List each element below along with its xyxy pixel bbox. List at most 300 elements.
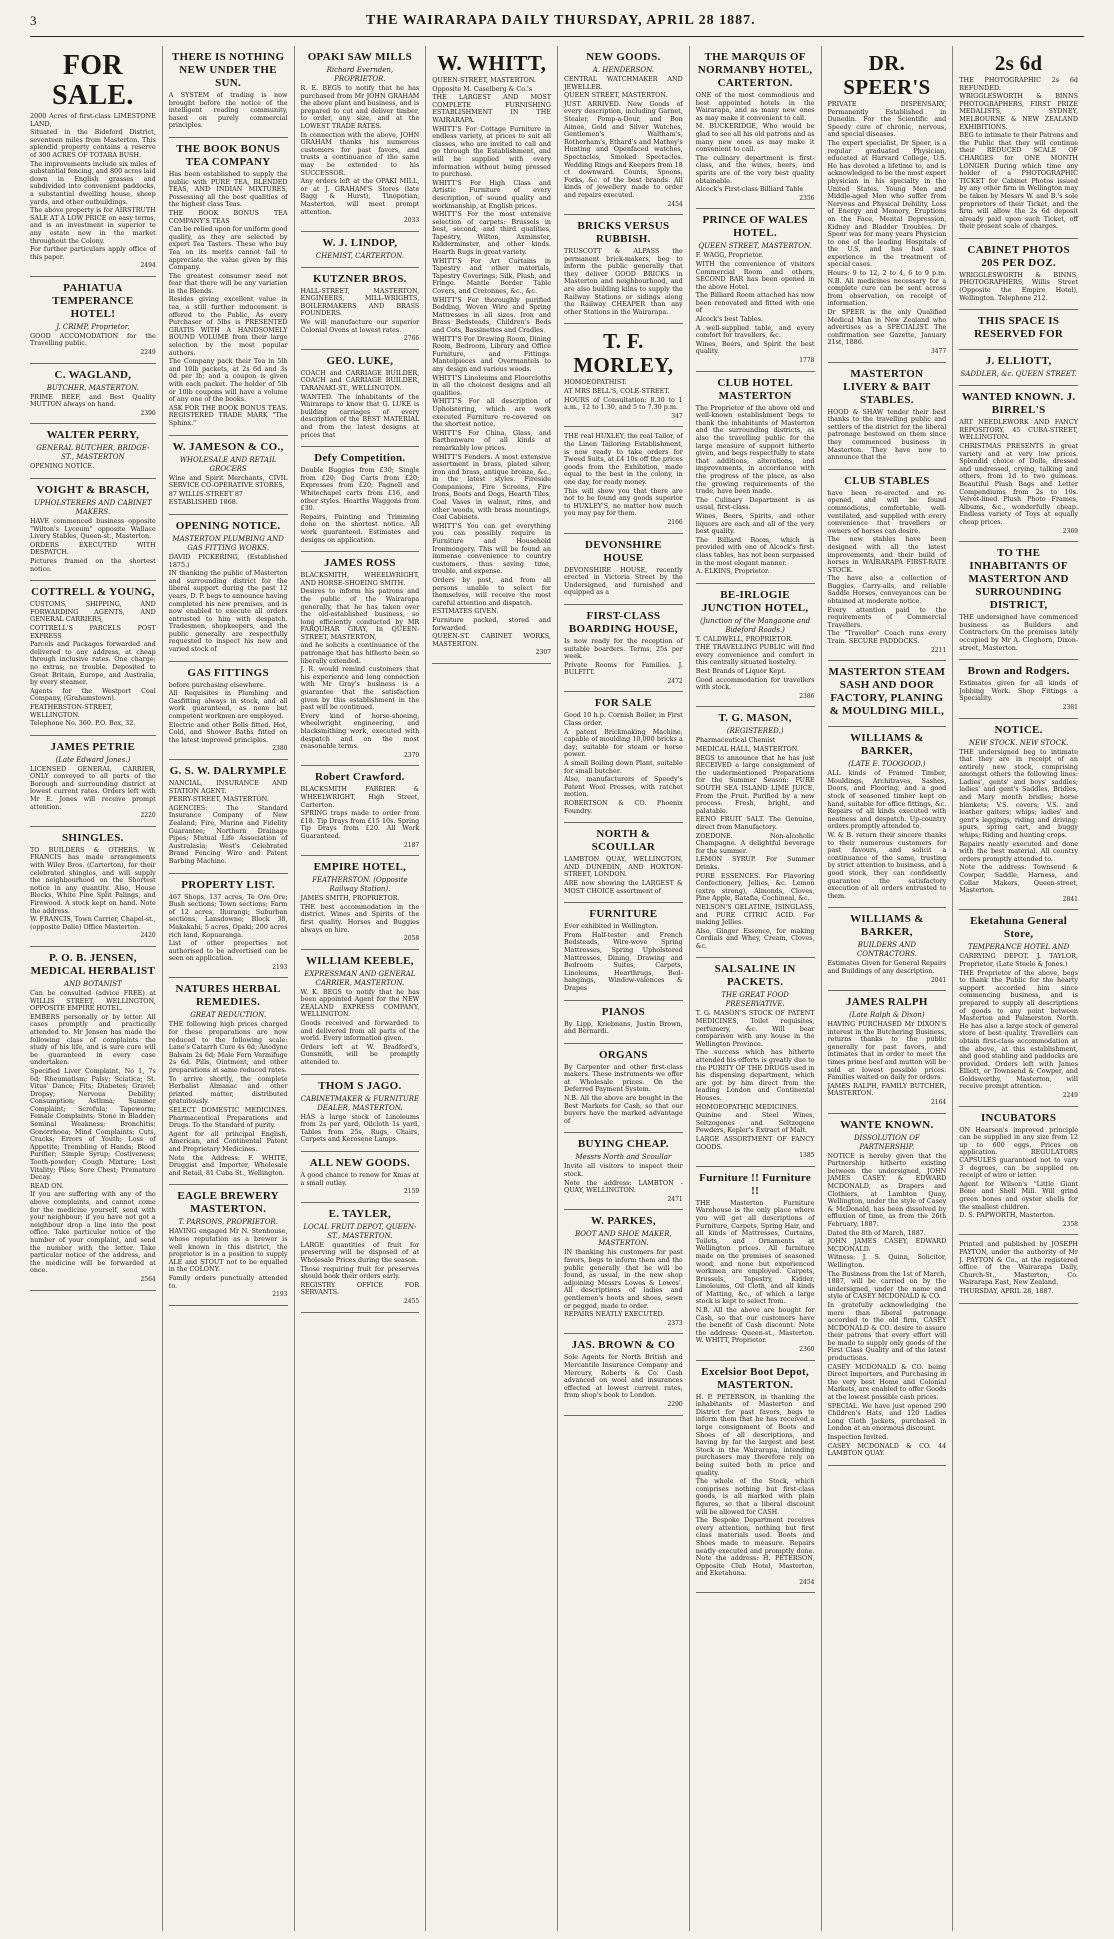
ad-heading: NORTH & SCOULLAR bbox=[591, 828, 656, 854]
ad-paragraph: SPRING traps made to order from £18. Tip Drays from £15 10s. Spring Tip Drays from £20. All Work Guaranteed. bbox=[300, 809, 420, 840]
ad-paragraph: HOOD & SHAW tender their best thanks to the travelling public and settlers of the district for the liberal patronage bestowed on them since they commenced business in Masterton. They have now to announce that the bbox=[827, 407, 947, 462]
ad-paragraph: AT MRS BELL'S, COLE-STREET. bbox=[564, 387, 670, 396]
advertisement bbox=[959, 310, 1078, 350]
ad-subheading: A. HENDERSON. bbox=[592, 66, 655, 74]
advertisement bbox=[301, 766, 420, 856]
ad-number: 2379 bbox=[403, 751, 420, 759]
advertisement bbox=[828, 908, 947, 991]
ad-subheading: J. CRIMP, Proprietor. bbox=[56, 322, 130, 331]
ad-paragraph: TO BUILDERS & OTHERS. W. FRANCIS has made arrangements with Wiley Bros. (Carterton), for their celebrated shingles, and will supply the neighbourhood on the Shortest notice in any quantity. Also, House Blocks, White Pine Split Palings, and Firewood. A stock kept on hand. Note the address. bbox=[30, 845, 156, 915]
ad-paragraph: The expert specialist, Dr Speer, is a regular graduated Physician, educated at Harvard College, U.S. He has devoted a lifetime to, and is acknowledged to be the most expert physician in his specialty in the United States. Young Men and Middle-aged Men who suffer from Nervous and Physical Debility, Loss of Energy and Memory, Eruptions on the Face, Mental Depression, Kidney and Bladder Troubles. Dr Speer was for many years Physician to one of the leading Hospitals of the U.S. and has had vast experience in the treatment of special cases. bbox=[827, 138, 947, 269]
ad-heading: WANTED KNOWN. J. BIRREL'S bbox=[961, 391, 1076, 417]
ad-paragraph: HALL-STREET, MASTERTON, ENGINEERS, MILL-WRIGHTS, BOILERMAKERS AND BRASS FOUNDERS. bbox=[300, 286, 420, 318]
advertisement bbox=[696, 584, 815, 708]
ad-heading: TO THE INHABITANTS OF MASTERTON AND SURROUNDING DISTRICT, bbox=[968, 547, 1069, 612]
ad-paragraph: Situated in the Bideford District, seventeen miles from Masterton. This splendid property contains a reserve of 300 ACRES OF TOTARA BUSH. bbox=[30, 128, 156, 159]
ad-subheading: (LATE E. TOOGOOD.) bbox=[848, 760, 926, 769]
advertisement bbox=[169, 760, 288, 874]
ad-subheading: QUEEN STREET, MASTERTON. bbox=[698, 242, 812, 251]
ad-paragraph: READ ON. bbox=[30, 1181, 64, 1190]
ad-subheading: UPHOLSTERERS AND CABINET MAKERS. bbox=[34, 499, 152, 517]
advertisement bbox=[30, 424, 156, 479]
ad-subheading: Richard Evernden, PROPRIETOR. bbox=[326, 66, 394, 83]
advertisement bbox=[432, 46, 551, 664]
ad-paragraph: THE following high prices charged for these preparations are now reduced to the following scale: Lane's Catarrh Cure 4s 6d; Anodyne Balsam 2s 6d; Male Fern Vermifuge 2s 6d. Pills, Ointment, and other preparations at same reduced rates. bbox=[168, 1020, 288, 1075]
ad-paragraph: The "Traveller" Coach runs every Train. SECURE PADDOCKS. bbox=[827, 629, 947, 646]
ad-paragraph: before purchasing elsewhere. bbox=[168, 680, 266, 689]
advertisement bbox=[564, 324, 683, 427]
ad-paragraph: Specified Liver Complaint, No 1, 7s 6d; Rheumatism; Palsy; Sciatica; St. Vitus' Dance; Fits; Diabetes; Gravel; Dropsy; Nervous Debility; Consumption; Asthma; Summer Complaint; Scrofula; Tapeworm; Female Complaints; Stone in Bladder; Seminal Weakness; Bronchitis; Gonorrhoea; Mind Complaints; Cuts, Cracks; Errors of Youth; Loss of Appetite; Trembling of Hands; Blood Purifier; Simple Syrup; Costiveness; Tooth-powder; Cough Mixture; Lost Vitality; Piles; Sore Chest; Premature Decay. bbox=[30, 1066, 156, 1182]
ad-subheading: BOOT AND SHOE MAKER, MASTERTON. bbox=[575, 1230, 672, 1248]
ad-number: 2454 bbox=[799, 1578, 815, 1586]
advertisement bbox=[959, 386, 1078, 542]
ad-heading: DR. SPEER'S bbox=[843, 51, 931, 99]
ad-heading: JAMES ROSS bbox=[323, 557, 396, 570]
ad-paragraph: IN thanking his customers for past favors, begs to inform them and the public generally that he will be found, as usual, in the new shop adjoining Messrs Lowes & Lowes'. All descriptions of ladies and gentlemen's boots and shoes, sewn or pegged, made to order. bbox=[564, 1248, 683, 1310]
ad-paragraph: THE LARGEST AND MOST COMPLETE FURNISHING ESTABLISHMENT IN THE WAIRARAPA. bbox=[432, 93, 551, 124]
advertisement bbox=[959, 350, 1078, 386]
ad-heading: EMPIRE HOTEL, bbox=[313, 861, 407, 874]
ad-heading: INCUBATORS bbox=[980, 1111, 1057, 1124]
ad-paragraph: A well-supplied table, and every comfort for travellers, &c. bbox=[695, 323, 815, 340]
ad-number: 2290 bbox=[667, 1400, 683, 1408]
ad-paragraph: BLACKSMITH, WHEELWRIGHT, AND HORSE-SHOEING SMITH. bbox=[300, 571, 420, 587]
ad-paragraph: The Bespoke Department receives every attention, nothing but first class materials used. Boots and Shoes made to measure. Repairs neatly executed and promptly done. Note the address: H. PETERSON, Opposite Club Hotel, Masterton, and Eketahuna. bbox=[695, 1516, 815, 1578]
ad-paragraph: WHITT'S For Cottage Furniture in endless variety, at prices to suit all classes, who are invited to call and go through the Establishment, and will be supplied with every information without being pressed to purchase. bbox=[432, 124, 551, 179]
ad-paragraph: Ever exhibited in Wellington. bbox=[564, 922, 659, 931]
ad-paragraph: BEG to intimate to their Patrons and the Public that they will continue their REDUCED SCALE OF CHARGES for ONE MONTH LONGER During which time any holder of a PHOTOGRAPHIC TICKET for Cabinet Photos issued by any other firm in Wellington may be taken by Messrs W. and B.'s sole proprietors of their Ticket, and the firm will allow the 2s 6d deposit already paid upon such Ticket, off their present scale of charges. bbox=[959, 131, 1078, 231]
advertisement bbox=[301, 232, 420, 268]
ad-heading: Eketahuna General Store, bbox=[970, 915, 1068, 941]
page-number: 3 bbox=[30, 13, 38, 28]
ad-heading: THERE IS NOTHING NEW UNDER THE SUN. bbox=[171, 51, 285, 89]
ad-heading: CABINET PHOTOS 20S PER DOZ. bbox=[967, 243, 1070, 269]
ad-paragraph: LEMON SYRUP. For Summer Drinks. bbox=[695, 855, 815, 871]
column-1 bbox=[30, 46, 162, 1931]
columns bbox=[30, 46, 1084, 1931]
ad-paragraph: W. K. BEGS to notify that he has been appointed Agent for the NEW ZEALAND EXPRESS COMPANY, WELLINGTON. bbox=[300, 987, 420, 1019]
advertisement bbox=[959, 719, 1078, 911]
ad-paragraph: Telephone No. 360. P.O. Box, 32. bbox=[30, 719, 136, 728]
ad-paragraph: Wine and Spirit Merchants, CIVIL SERVICE CO-OPERATIVE STORES, bbox=[168, 473, 288, 490]
advertisement bbox=[696, 46, 815, 209]
ad-paragraph: F. WAGG, Proprietor. bbox=[695, 251, 764, 260]
ad-heading: THOM S JAGO. bbox=[318, 1079, 402, 1092]
ad-paragraph: Private Rooms for Families. J. BULFITT. bbox=[564, 660, 683, 677]
ad-subheading: CHEMIST, CARTERTON. bbox=[315, 251, 404, 260]
ad-paragraph: The culinary department is first-class, and the wines, beers, and spirits are of the very best quality obtainable. bbox=[695, 153, 815, 185]
ad-heading: THE BOOK BONUS TEA COMPANY bbox=[176, 142, 281, 168]
ad-number: 2841 bbox=[1062, 895, 1078, 903]
ad-subheading: Messrs North and Scoullar bbox=[575, 1153, 672, 1162]
ad-number: 2033 bbox=[403, 217, 420, 225]
ad-heading: KUTZNER BROS. bbox=[312, 272, 407, 285]
ad-paragraph: JUST ARRIVED. New Goods of every description, including Garnet, Stealer, Pomp-a-Dour, and Bon Aimee, Gold and Silver Watches, Gentlemen's Waltham's, Rotherham's, Ethard's and Mathey's Hunting and Openfaced watches, Spectacles, Smoked Spectacles. Wedding Rings and Keepers from 18 ct downward. Counts, Spoons, Forks, &c. of the best brands. All kinds of jewellery made to order and repairs executed. bbox=[564, 99, 683, 199]
ad-subheading: GENERAL BUTCHER, BRIDGE-ST., MASTERTON bbox=[36, 444, 150, 462]
column-4 bbox=[425, 46, 557, 1931]
advertisement bbox=[959, 660, 1078, 718]
ad-paragraph: Printed and published by JOSEPH PAYTON, under the authority of Mr J. PAYTON & Co., at the registered office of the Wairarapa Daily, Church-St., Masterton, Co. Wairarapa East, New Zealand. bbox=[959, 1240, 1078, 1287]
advertisement bbox=[828, 470, 947, 661]
ad-paragraph: Note the address: Townsend & Cowper, Saddle, Harness, and Collar Makers, Queen-street, Masterton. bbox=[959, 863, 1078, 895]
ad-paragraph: THE real HUXLEY, the real Tailor, of the Linen Tailoring Establishment, is now ready to take orders for Tweed Suits, at £4 10s off the prices goods from the Exhibition, made equal to the best in the colony, in one day, for ready money. bbox=[564, 432, 683, 486]
ad-paragraph: HOURS of Consultation: 8.30 to 1 a.m., 12 to 1.30, and 5 to 7.30 p.m. bbox=[564, 395, 683, 412]
ad-paragraph: THE PHOTOGRAPHIC 2s 6d REFUNDED. bbox=[959, 76, 1078, 92]
advertisement bbox=[30, 364, 156, 425]
ad-paragraph: COTTRELL'S PARCELS POST EXPRESS bbox=[30, 623, 156, 640]
ad-paragraph: ZOEDONE. Non-alcoholic Champagne. A delightful beverage for the summer. bbox=[695, 831, 815, 855]
advertisement bbox=[959, 542, 1078, 660]
ad-heading: WILLIAMS & BARKER, bbox=[850, 732, 924, 758]
ad-number: 2193 bbox=[272, 1291, 288, 1299]
ad-paragraph: EENO FRUIT SALT. The Genuine, direct from Manufactory. bbox=[695, 815, 815, 831]
ad-paragraph: Agent for Wilson's "Little Giant Bone and Shell Mill. Will grind green bones and oyster shells for the smallest children. bbox=[959, 1179, 1078, 1211]
ad-paragraph: DAVID PICKERING, (Established 1875.) bbox=[168, 552, 288, 569]
advertisement bbox=[169, 978, 288, 1185]
ad-paragraph: All Requisites in Plumbing and Gasfitting always in stock, and all work guaranteed, as none but competent workmen are employed. bbox=[168, 689, 288, 721]
ad-paragraph: A. ELKINS, Proprietor. bbox=[695, 567, 770, 576]
ad-paragraph: Every kind of horse-shoeing, wheelwright engineering, and blacksmithing work, executed with despatch and on the most reasonable terms. bbox=[300, 711, 420, 751]
ad-heading: P. O. B. JENSEN, MEDICAL HERBALIST bbox=[30, 951, 156, 977]
ad-subheading: (Junction of the Mangaone and Bideford Roads.) bbox=[700, 616, 811, 634]
ad-paragraph: WHITT'S For Art Curtains in Tapestry and other materials, Tapestry Coverings; Silk, Plush, and Fringe. Mantle Border Table Covers, and Cretonnes, &c., &c. bbox=[432, 256, 551, 296]
ad-paragraph: LICENSED GENERAL CARRIER, ONLY conveyed to all parts of the Borough and surrounding district at lowest current rates. Orders left with Mr E. Jones will receive prompt attention. bbox=[30, 764, 156, 811]
ad-number: 2164 bbox=[930, 1099, 947, 1107]
ad-heading: SHINGLES. bbox=[62, 831, 124, 844]
ad-paragraph: ASK FOR THE BOOK BONUS TEAS. REGISTERED TRADE MARK "The Sphinx." bbox=[168, 403, 288, 427]
ad-paragraph: In gratefully acknowledging the more than liberal patronage accorded to the old firm, CASEY MCDONALD & CO. desire to assure their patrons that every effort will be made to supply only goods of the First Class Quality and of the latest productions. bbox=[827, 1300, 947, 1363]
ad-paragraph: WHITT'S For China, Glass, and Earthenware of all kinds at remarkably low prices. bbox=[432, 428, 551, 452]
ad-number: 1385 bbox=[799, 1152, 815, 1160]
ad-subheading: DISSOLUTION OF PARTNERSHIP. bbox=[853, 1133, 920, 1151]
ad-paragraph: WITH the convenience of visitors Commercial Room and others, SECOND BAR has been opened in the above Hotel. bbox=[695, 259, 815, 291]
ad-heading: T. F. MORLEY, bbox=[573, 329, 674, 378]
ad-paragraph: 2000 Acres of first-class LIMESTONE LAND, bbox=[30, 112, 156, 128]
ad-paragraph: Those requiring fruit for preserves should book their orders early. bbox=[300, 1264, 420, 1281]
ad-paragraph: LAMBTON QUAY, WELLINGTON, AND DUNEDIN, AND HOXTON-STREET, LONDON. bbox=[564, 855, 683, 879]
column-8 bbox=[952, 46, 1084, 1931]
ad-heading: THIS SPACE IS RESERVED FOR bbox=[974, 315, 1064, 341]
advertisement bbox=[169, 874, 288, 979]
ad-paragraph: A SYSTEM of trading is now brought before the notice of the intelligent reading community, based on purely commercial principles. bbox=[168, 91, 288, 130]
ad-paragraph: A small Boiling down Plant, suitable for small butcher. bbox=[564, 759, 683, 775]
ad-paragraph: 467 Shops, 137 acres, Te Ore Ore; Bush sections; Town sections; Farm of 12 acres, Ihurangi; Suburban sections, Lansdowne; Block 38, Makakahi; 5 acres, Opaki; 200 acres rich land, Kopuaranga. bbox=[168, 892, 288, 939]
ad-number: 2420 bbox=[140, 932, 156, 940]
ad-paragraph: Orders left at W. Bradford's, Gunsmith, will be promptly attended to. bbox=[300, 1042, 420, 1067]
ad-subheading: FEATHERSTON. (Opposite Railway Station). bbox=[312, 876, 408, 894]
ad-number: 2472 bbox=[667, 677, 683, 685]
advertisement bbox=[696, 209, 815, 371]
ad-subheading: LOCAL FRUIT DEPOT, QUEEN-ST., MASTERTON. bbox=[303, 1222, 417, 1240]
column-6 bbox=[689, 46, 821, 1931]
ad-number: 2380 bbox=[272, 745, 288, 753]
advertisement bbox=[959, 46, 1078, 239]
ad-heading: JAS. BROWN & CO bbox=[571, 1339, 676, 1352]
advertisement bbox=[301, 447, 420, 552]
ad-paragraph: Agents for the Westport Coal Company, (Grahamstown). bbox=[30, 686, 156, 703]
advertisement bbox=[828, 1114, 947, 1466]
ad-paragraph: Sole Agents for North British and Mercantile Insurance Company and Mercury, Roberts & Co. Cash advanced on wool and insurances effected at lowest current rates, from shop's book to London. bbox=[564, 1353, 683, 1400]
ad-paragraph: D. S. PAPWORTH, Masterton. bbox=[959, 1211, 1056, 1220]
ad-paragraph: Good 10 h.p. Cornish Boiler, in First Class order. bbox=[564, 711, 683, 728]
ad-paragraph: The Proprietor of the above old and well-known establishment begs to thank the inhabitants of Masterton and the surrounding districts, as also the travelling public for the large measure of support hitherto given, and begs respectfully to state that additions, alterations, and improvements, in accordance with the progress of the place, as also the growing requirements of the trade, have been made. bbox=[695, 403, 815, 496]
ad-paragraph: Opposite M. Caselberg & Co.'s bbox=[432, 84, 533, 93]
column-7 bbox=[821, 46, 953, 1931]
ad-paragraph: From Half-tester and French Bedsteads, Wire-wove Spring Mattresses, Spring Upholstered Mattresses, Dining, Drawing and Bedroom Suites, Carpets, Linoleums, Hearthrugs, Bed-hangings, Window-valences & Drapes bbox=[564, 930, 683, 992]
ad-number: 2373 bbox=[667, 1319, 683, 1327]
ad-subheading: MASTERTON PLUMBING AND GAS FITTING WORKS. bbox=[172, 534, 284, 552]
advertisement bbox=[30, 581, 156, 736]
advertisement bbox=[564, 692, 683, 823]
ad-paragraph: List of other properties not authorised to be advertised can be seen on application. bbox=[168, 939, 288, 963]
ad-heading: NEW GOODS. bbox=[586, 51, 661, 63]
ad-paragraph: ORDERS EXECUTED WITH DESPATCH. bbox=[30, 540, 156, 557]
ad-number: 2356 bbox=[799, 194, 815, 202]
ad-paragraph: LARGE ASSORTMENT OF FANCY GOODS. bbox=[695, 1134, 815, 1151]
ad-paragraph: Orders by post, and from all persons unable to select for themselves, will receive the most careful attention and dispatch. bbox=[432, 576, 551, 607]
ad-heading: FOR SALE bbox=[594, 697, 652, 710]
ad-heading: ALL NEW GOODS. bbox=[309, 1157, 411, 1169]
ad-paragraph: Alcock's First-class Billiard Table bbox=[695, 185, 804, 194]
ad-number: 2307 bbox=[535, 649, 551, 657]
advertisement bbox=[959, 1235, 1078, 1303]
ad-paragraph: WHITT'S For all description of Upholstering, which are work executed Furniture re-covered on the shortest notice. bbox=[432, 397, 551, 429]
ad-paragraph: COACH and CARRIAGE BUILDER, COACH and CARRIAGE BUILDER, TARANAKI-ST., WELLINGTON. bbox=[300, 368, 420, 393]
ad-paragraph: HAS a large stock of Linoleums from 2s per yard, Oilcloth 1s yard, Tables from 25s, Rugs, Chairs, Carpets and Kerosene Lamps. bbox=[300, 1112, 420, 1144]
ad-paragraph: The success which has hitherto attended his efforts is greatly due to the PURITY OF THE DRUGS used in his dispensing department, which are got by him direct from the leading London and Continental Houses. bbox=[695, 1048, 815, 1102]
ad-paragraph: DEVONSHIRE HOUSE, recently erected in Victoria Street by the Undersigned, and furnished and equipped as a bbox=[564, 565, 683, 597]
ad-paragraph: Invite all visitors to inspect their stock. bbox=[564, 1162, 683, 1179]
ad-heading: WILLIAMS & BARKER, bbox=[850, 913, 924, 939]
advertisement bbox=[169, 1185, 288, 1305]
ad-heading: NOTICE. bbox=[994, 723, 1043, 736]
advertisement bbox=[564, 534, 683, 605]
ad-heading: THE MARQUIS OF NORMANBY HOTEL, CARTERTON. bbox=[697, 51, 813, 89]
ad-paragraph: IN thanking the public of Masterton and surrounding district for the liberal support during the past 12 years, D. P. begs to announce having completed his new premises, and is now enabled to execute all orders entrusted to him with despatch. Tradesmen, shopkeepers, and the public generally are respectfully requested to inspect his new and varied stock of bbox=[168, 569, 288, 654]
advertisement bbox=[564, 215, 683, 324]
advertisement bbox=[828, 991, 947, 1114]
ad-paragraph: OPENING NOTICE. bbox=[30, 462, 95, 471]
ad-heading: J. ELLIOTT, bbox=[985, 355, 1052, 368]
ad-paragraph: WHITT'S Linoleums and Floorcloths in all the choicest designs and all qualities. bbox=[432, 373, 551, 397]
ad-paragraph: ONE of the most commodious and best appointed hotels in the Wairarapa, and as many new ones as may make it convenient to call. bbox=[695, 91, 815, 122]
ad-number: 2249 bbox=[1062, 1092, 1078, 1100]
ad-paragraph: JAMES SMITH, PROPRIETOR. bbox=[300, 894, 400, 903]
ad-paragraph: AGENCIES: The Standard Insurance Company of New Zealand; Fire, Marine and Fidelity Guarantee; Northern Drainage Pipes; Mutual Life Association of Australasia; West's Celebrated Brand Fencing Wire and Patent Barbing Machine. bbox=[168, 803, 288, 865]
ad-paragraph: THE best accommodation in the district. Wines and Spirits of the first quality. Horses and Buggies always on hire. bbox=[300, 902, 420, 934]
ad-paragraph: We will manufacture our superior Colonial Ovens at lowest rates. bbox=[300, 318, 420, 334]
ad-subheading: CABINETMAKER & FURNITURE DEALER, MASTERTON. bbox=[300, 1094, 420, 1112]
advertisement bbox=[828, 727, 947, 908]
ad-paragraph: ON Hearson's improved principle can be supplied in any size from 12 up to 600 eggs. Prices on application. REGULATORS CAPSULES guaranteed not to vary 3 degrees, can be supplied on receipt of wire or letter. bbox=[959, 1125, 1078, 1180]
ad-paragraph: N.B. All the above are bought for Cash, so that our customers have the benefit of Cash discount. Note the address: Queen-st., Masterton. W. WHITT, Proprietor. bbox=[695, 1306, 815, 1345]
ad-heading: 2s 6d bbox=[994, 51, 1043, 75]
ad-paragraph: Wines, Beers, and Spirit the best quality. bbox=[695, 339, 815, 356]
ad-heading: C. WAGLAND, bbox=[54, 368, 132, 381]
ad-number: 2390 bbox=[140, 409, 156, 417]
ad-number: 2166 bbox=[667, 518, 683, 526]
ad-paragraph: Witness: J. S. Quinn, Solicitor, Wellington. bbox=[827, 1253, 947, 1269]
ad-paragraph: WHITT'S For thoroughly purified Bedding, Woven Wire and Spring Mattresses in all sizes. Iron and Brass Bedsteads, Children's Beds and Cots, Bassinettes and Cradles. bbox=[432, 295, 551, 334]
ad-heading: JAMES RALPH bbox=[845, 996, 928, 1009]
ad-paragraph: For further particulars apply office of this paper. bbox=[30, 245, 156, 261]
advertisement bbox=[169, 436, 288, 515]
ad-paragraph: FEATHERSTON-STREET, WELLINGTON. bbox=[30, 702, 113, 719]
ad-paragraph: EMBERS personally or by letter. All cases promptly and practically attended to. Mr Jensen has made the following class of complaints the study of his life, and is sure cure will be guaranteed in every case undertaken. bbox=[30, 1012, 156, 1067]
advertisement bbox=[564, 1001, 683, 1044]
ad-paragraph: H. P. PETERSON, in thanking the inhabitants of Masterton and District for past favors, begs to inform them that he has received a large consignment of Boots and Shoes of all descriptions, and having by far the largest and best Stock in the Wairarapa, intending purchasers may therefore rely on being suited both in price and quality. bbox=[695, 1392, 815, 1477]
ad-paragraph: NANCIAL, INSURANCE AND STATION AGENT. bbox=[168, 779, 288, 795]
advertisement bbox=[30, 277, 156, 364]
ad-paragraph: Any orders left at the OPAKI MILL, or at J. GRAHAM'S Stores (late Bagg & Hurst), Tinopotian, Masterton, will meet prompt attention. bbox=[300, 177, 420, 216]
ad-heading: Robert Crawford. bbox=[315, 771, 405, 784]
advertisement bbox=[696, 958, 815, 1166]
ad-heading: Defy Competition. bbox=[314, 452, 406, 465]
ad-heading: PAHIATUA TEMPERANCE HOTEL! bbox=[52, 281, 134, 320]
ad-heading: COTTRELL & YOUNG, bbox=[31, 586, 155, 599]
ad-number: 2386 bbox=[799, 692, 815, 700]
advertisement bbox=[828, 661, 947, 727]
ad-heading: Furniture !! Furniture !! bbox=[699, 1171, 812, 1197]
ad-paragraph: THE Proprietor of the above, begs to thank the Public for the hearty support accorded him since commencing business, and is prepared to supply all descriptions of goods to any point between Masterton and Palmerston North. He has also a large stock of general store of best quality. Travellers can obtain first-class accommodation at the above, at this establishment, and good stabling and paddocks are provided. Orders left with James Elliott, or Townsend & Cowper, and Goldsworthy, Masterton, will receive prompt attention. bbox=[959, 968, 1078, 1091]
ad-heading: NATURES HERBAL REMEDIES. bbox=[175, 983, 281, 1009]
advertisement bbox=[564, 823, 683, 903]
ad-paragraph: This will show you that there are not to be found any goods superior to HUXLEY'S, no matter how much you may pay for them. bbox=[564, 486, 683, 518]
ad-number: 2249 bbox=[140, 349, 156, 357]
ad-heading: GAS FITTINGS bbox=[187, 666, 269, 679]
ad-paragraph: ESTIMATES GIVEN. bbox=[432, 607, 499, 616]
ad-paragraph: WHITT'S Fenders. A most extensive assortment in brass, plated silver, iron and brass, antique bronze, &c., in the latest styles. Fireside Companions, Fire Screens, Fire Irons, Boots and Dogs, Hearth Tiles, Coal Vases in walnut, rims, and other woods, with brass mountings, Coal Cabinets. bbox=[432, 452, 551, 522]
advertisement bbox=[301, 950, 420, 1075]
ad-paragraph: THE Masterton Furniture Warehouse is the only place where you will get all descriptions of Furniture, Carpets, Spring Hair, and all kinds of Mattresses, Curtains, Toilets, and Ornaments at Wellington prices. All furniture made on the premises of seasoned wood, and none but experienced workmen are employed. Carpets, Brussels, Tapestry, Kidder, Linoleums, Oil Cloth, and all kinds of Matting, &c., of which a large stock is kept to select from. bbox=[695, 1198, 815, 1306]
ad-paragraph: By Carpenter and other first-class makers. These instruments we offer at Wholesale prices. On the Deferred Payment System. bbox=[564, 1062, 683, 1094]
ad-number: 2454 bbox=[667, 200, 683, 208]
ad-heading: FIRST-CLASS BOARDING HOUSE, bbox=[568, 609, 678, 635]
ad-paragraph: Dr SPEER is the only Qualified Medical Man in New Zealand who advertises as a SPECIALIST. The confirmation see Gazette, January 21st, 1886. bbox=[827, 308, 947, 347]
ad-heading: WILLIAM KEEBLE, bbox=[305, 954, 414, 967]
ad-number: 2369 bbox=[1062, 527, 1078, 535]
advertisement bbox=[301, 46, 420, 232]
ad-paragraph: Wines, Beers, Spirits, and other liquors are each and all of the very best quality. bbox=[695, 511, 815, 536]
ad-paragraph: The greatest consumer need not fear that there will be any variation in the Blends. bbox=[168, 271, 288, 295]
ad-paragraph: Every attention paid to the requirements of Commercial Travellers. bbox=[827, 605, 947, 629]
ad-subheading: EXPRESSMAN AND GENERAL CARRIER, MASTERTON. bbox=[304, 969, 416, 987]
ad-subheading: AND BOTANIST bbox=[64, 979, 122, 988]
advertisement bbox=[959, 239, 1078, 310]
ad-paragraph: Family orders punctually attended to. bbox=[168, 1273, 288, 1290]
ad-subheading: (Late Edward Jones.) bbox=[55, 755, 131, 764]
ad-paragraph: WHITT'S You can get everything you can possibly require in Furniture and Household Ironmongery. This will be found an immense convenience to country customers, thus saving time, trouble, and expense. bbox=[432, 521, 551, 576]
ad-paragraph: The have also a collection of Buggies, Carry-alls, and reliable Saddle Horses, conveyances can be obtained at moderate notice. bbox=[827, 574, 947, 606]
ad-subheading: WHOLESALE AND RETAIL GROCERS bbox=[179, 455, 277, 473]
ad-paragraph: M. BUCKERIDGE, Who would be glad to see all his old patrons and as many new ones as may make it convenient to call. bbox=[695, 122, 815, 154]
advertisement bbox=[301, 1203, 420, 1313]
ad-paragraph: Also, Ginger Essence, for making Cordials and Whey, Cream, Cloves, &c. bbox=[695, 926, 815, 950]
ad-paragraph: CUSTOMS, SHIPPING, AND FORWARDING AGENTS, AND GENERAL CARRIERS, bbox=[30, 600, 156, 624]
ad-paragraph: N.B. All the above are bought in the Best Markets for Cash, so that our buyers have the marked advantage of bbox=[564, 1094, 683, 1125]
advertisement bbox=[30, 736, 156, 827]
ad-subheading: (REGISTERED.) bbox=[726, 727, 784, 736]
ad-heading: PROPERTY LIST. bbox=[181, 878, 275, 891]
ad-subheading: GREAT REDUCTION. bbox=[190, 1011, 267, 1020]
ad-paragraph: Has been established to supply the public with PURE TEA, BLENDED TEAS, AND INDIAN MIXTURES, Possessing all the best qualities of the highest class Teas. bbox=[168, 169, 288, 209]
ad-paragraph: The above property is for AIRSTRUTH SALE AT A LOW PRICE on easy terms, and is an investment in superior to any estate now in the market throughout the Colony. bbox=[30, 206, 156, 245]
ad-heading: W. PARKES, bbox=[590, 1215, 656, 1228]
ad-paragraph: PURE ESSENCES. For Flavoring Confectionery, Jellies, &c. Lemon (extra strong), Almonds, Cloves, Pine Apple, Ratafia, Cochineal, &c. bbox=[695, 871, 815, 903]
ad-paragraph: Hours: 9 to 12, 2 to 4, 6 to 9 p.m. N.B. All medicines necessary for a complete cure can be sent across from observation, on receipt of information. bbox=[827, 269, 947, 308]
ad-paragraph: ALL kinds of Framed Timber, Mouldings, Architraves, Sashes, Doors, and Flooring, and a good stock of seasoned timber kept on hand, suitable for office fittings, &c. Repairs of all kinds executed with neatness and despatch. Up-country orders promptly attended to. bbox=[827, 769, 947, 831]
ad-heading: BUYING CHEAP. bbox=[577, 1138, 669, 1151]
column-2 bbox=[162, 46, 294, 1931]
ad-subheading: (Late Ralph & Dixon) bbox=[849, 1011, 925, 1020]
ad-number: 1778 bbox=[799, 357, 815, 365]
ad-number: 2381 bbox=[1062, 703, 1078, 711]
ad-number: 2159 bbox=[403, 1188, 420, 1196]
ad-heading: FURNITURE bbox=[589, 908, 658, 921]
ad-subheading: TEMPERANCE HOTEL AND bbox=[968, 943, 1070, 952]
ad-paragraph: Is now ready for the reception of suitable boarders. Terms, 25s per week. bbox=[564, 636, 683, 661]
ad-paragraph: Dated the 8th of March, 1887. bbox=[827, 1228, 926, 1237]
ad-heading: MASTERTON STEAM SASH AND DOOR FACTORY, PLANING & MOULDING MILL, bbox=[828, 666, 946, 718]
ad-paragraph: WRIGGLESWORTH & BINNS PHOTOGRAPHERS, FIRST PRIZE MEDALISTS, SYDNEY, MELBOURNE & NEW ZEALAND EXHIBITIONS. bbox=[959, 92, 1078, 131]
ad-paragraph: BEGS to announce that he has just RECEIVED a large consignment of the undermentioned Preparations for the Summer Season: PURE SOUTH SEA ISLAND LIME JUICE. From the Fruit. Purified by a new process. Fresh, bright, and palatable. bbox=[695, 753, 815, 815]
advertisement bbox=[564, 1044, 683, 1134]
advertisement bbox=[959, 1107, 1078, 1236]
ad-heading: CLUB STABLES bbox=[844, 474, 930, 487]
ad-paragraph: By Lipp, Kriebnans, Justin Brown, and Bernardi. bbox=[564, 1019, 683, 1036]
advertisement bbox=[301, 268, 420, 350]
ad-paragraph: NOTICE is hereby given that the Partnership hitherto existing between the undersigned, JOHN JAMES CASEY & EDWARD MCDONALD, as Drapers and Clothiers, at Lambton Quay, Wellington, under the style of Casey & McDonald, has been dissolved by effluxion of time, as from the 26th February, 1887. bbox=[827, 1151, 947, 1228]
ad-paragraph: T. CALDWELL, PROPRIETOR. bbox=[695, 634, 793, 643]
advertisement bbox=[564, 1133, 683, 1210]
ad-paragraph: Pharmaceutical Chemist bbox=[695, 736, 776, 745]
ad-subheading: BUILDERS AND CONTRACTORS. bbox=[856, 941, 917, 959]
ad-heading: OPAKI SAW MILLS bbox=[307, 51, 413, 63]
ad-paragraph: CHRISTMAS PRESENTS in great variety and at very low prices. Splendid choice of Dolls, dressed and undressed, crying, talking and others, from 1d to two guineas. Beautiful Plush Bags and Letter Compendiums from 2s to 10s. Velvet-lined Plush Photo Frames, Albums, &c., wonderfully cheap. Endless variety of Toys at equally cheap prices. bbox=[959, 442, 1078, 526]
ad-paragraph: THURSDAY, APRIL 28, 1887. bbox=[959, 1286, 1054, 1295]
ad-heading: FOR SALE. bbox=[52, 50, 134, 111]
ad-paragraph: QUEEN-ST. CABINET WORKS, MASTERTON. bbox=[432, 632, 551, 648]
advertisement bbox=[169, 46, 288, 138]
ad-paragraph: and he solicits a continuance of the patronage that has hitherto been so liberally extended. bbox=[300, 641, 420, 665]
ad-number: 2766 bbox=[403, 335, 420, 343]
advertisement bbox=[696, 1361, 815, 1594]
ad-paragraph: TRUSCOTT & ALPASS the permanent brick-makers, beg to inform the public generally that they deliver GOOD BRICKS in Masterton and neighbourhood, and are also building kilns to supply the Railway Stations or sidings along the Railway CHEAPER than any other Stations in the Wairarapa. bbox=[564, 247, 683, 316]
ad-heading: W. JAMESON & CO., bbox=[172, 440, 284, 453]
masthead bbox=[30, 6, 1084, 37]
ad-paragraph: The Billiard Room, which is provided with one of Alcock's first-class tables, has not been surpassed in the most elegant manner. bbox=[695, 535, 815, 567]
ad-paragraph: The Billiard Room attached has now been renovated and fitted with one of bbox=[695, 291, 815, 315]
ad-heading: DEVONSHIRE HOUSE bbox=[585, 538, 662, 564]
ad-heading: E. TAYLER, bbox=[328, 1207, 392, 1220]
ad-heading: G. S. W. DALRYMPLE bbox=[169, 765, 287, 777]
ad-paragraph: THE undersigned beg to intimate that they are in receipt of an entirely new stock, comprising amongst others the following lines: Ladies', gents' and boys' saddles; ladies' and gent's Saddles, Bridles, and Mary month bridles; horse blankets; V.S. covers; V.S. and leather gaiters; whips; ladies' and gent's leggings, riding and driving; spurs, spring cart, and buggy whips; Riding and hunting crops. bbox=[959, 747, 1078, 840]
ad-paragraph: PRIME BEEF, and Best Quality MUTTON always on hand. bbox=[30, 392, 156, 409]
ad-paragraph: Estimates Given for General Repairs and Buildings of any description. bbox=[827, 959, 947, 975]
ad-paragraph: SELECT DOMESTIC MEDICINES. Pharmaceutical Preparations and Drugs. To the Standard of purity. bbox=[168, 1106, 288, 1130]
advertisement bbox=[301, 856, 420, 950]
advertisement bbox=[828, 363, 947, 470]
ad-number: 2358 bbox=[1062, 1220, 1078, 1228]
ad-paragraph: T. G. MASON'S STOCK OF PATENT MEDICINES, Toilet requisites, perfumery, &c. Will bear comparison with any house in the Wellington Province. bbox=[695, 1009, 815, 1048]
ad-paragraph: WHITT'S For High Class and Artistic Furniture of every description, of sound quality and workmanship, at English prices. bbox=[432, 178, 551, 210]
ad-paragraph: WHITT'S For the most extensive selection of carpets: Brussels in best, second, and third qualities, Tapestry, Wilton, Axminster, Kidderminster, and other kinds. Hearth Rugs in great variety. bbox=[432, 210, 551, 257]
ad-subheading: SADDLER, &c. QUEEN STREET. bbox=[960, 370, 1077, 379]
ad-paragraph: A patent Brickmaking Machine, capable of moulding 10,000 bricks a day; suitable for steam or horse power. bbox=[564, 727, 683, 759]
ad-paragraph: W. FRANCIS, Town Carrier, Chapel-st., (opposite Dalie) Office Masterton. bbox=[30, 915, 156, 931]
ad-subheading: BUTCHER, MASTERTON. bbox=[46, 383, 139, 392]
advertisement bbox=[30, 947, 156, 1291]
